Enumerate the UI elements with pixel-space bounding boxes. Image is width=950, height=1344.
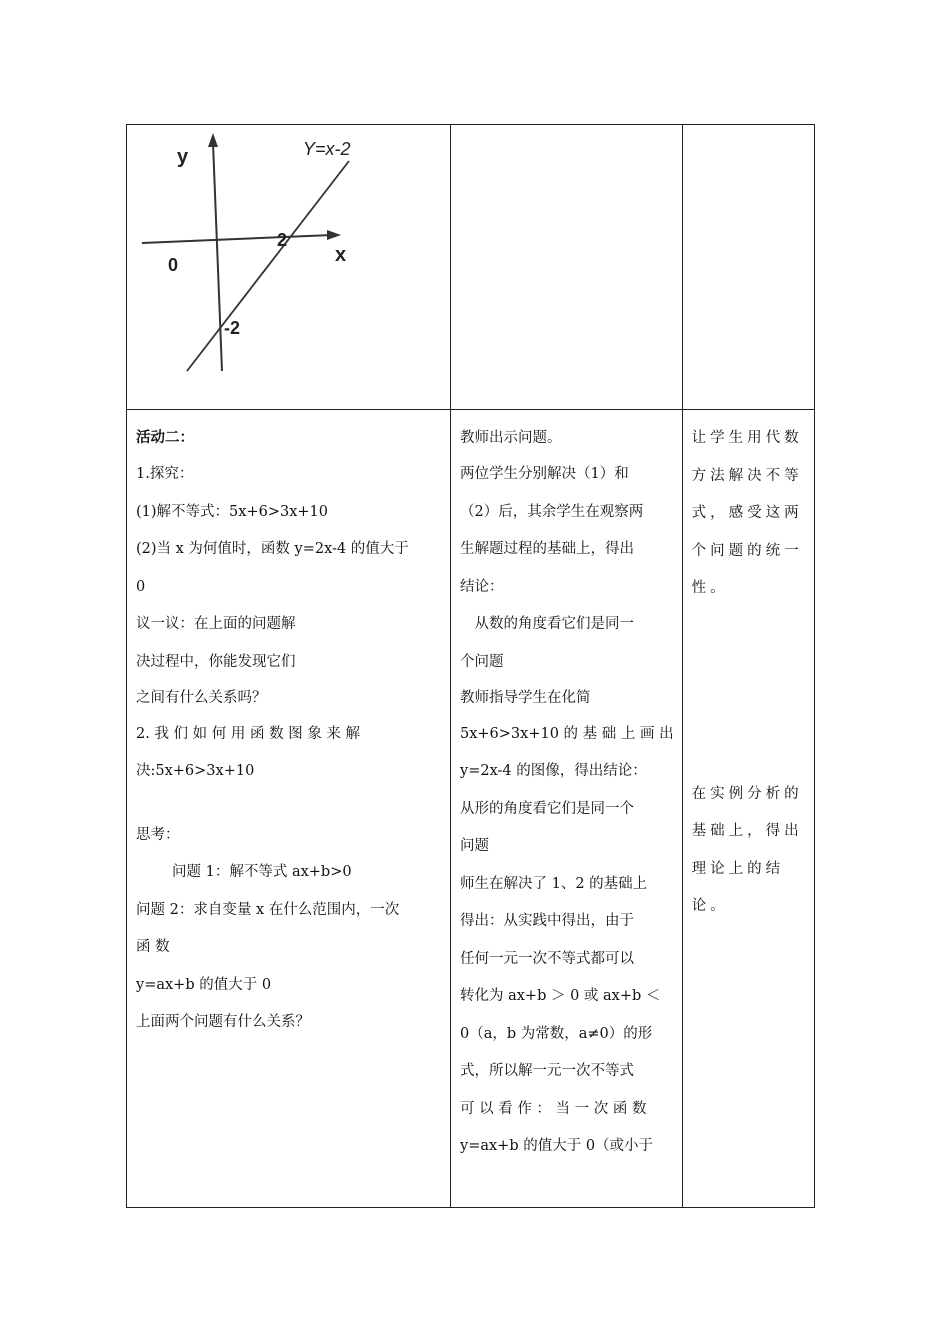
y-intercept-label: -2 [224,318,241,338]
question-2-line: 函 数 [136,939,170,955]
activity-cell [127,410,451,1208]
intent-line: 理论上的结 [691,860,785,877]
teacher-line: 生解题过程的基础上，得出 [460,541,634,557]
intent-line: 在实例分析的 [691,785,803,802]
teacher-line: 个问题 [460,653,504,670]
teacher-line: 0（a，b 为常数，a≠0）的形 [460,1025,653,1042]
intent-line: 性。 [691,580,729,596]
design-intent-cell [682,410,814,1208]
teacher-line: 5x+6>3x+10 的 基 础 上 画 出 [460,725,674,742]
question-1: 问题 1：解不等式 ax+b>0 [172,864,352,880]
teacher-line: 转化为 ax+b ＞ 0 或 ax+b ＜ [460,988,661,1004]
intent-line: 方法解决不等 [691,467,803,484]
intent-line: 式，感受这两 [691,505,803,521]
activity-line: 决:5x+6>3x+10 [136,763,255,779]
activity-heading: 活动二： [136,429,194,446]
think-label: 思考： [136,826,180,843]
question-2-line: 问题 2：求自变量 x 在什么范围内，一次 [136,901,400,918]
x-axis-arrow-icon [327,230,341,240]
x-axis [142,235,332,243]
activity-line: (2)当 x 为何值时，函数 y=2x-4 的值大于 [136,541,409,557]
activity-line: 之间有什么关系吗？ [136,689,267,706]
activity-line: 决过程中，你能发现它们 [136,653,296,670]
teacher-line: 问题 [460,838,489,854]
teacher-line: 式，所以解一元一次不等式 [460,1063,634,1079]
activity-line: 0 [136,578,146,595]
teacher-line: 师生在解决了 1、2 的基础上 [460,875,648,892]
empty-cell-intent [682,125,814,410]
teacher-line: 任何一元一次不等式都可以 [460,950,634,967]
teacher-line: 教师指导学生在化简 [460,689,591,706]
teacher-line: 教师出示问题。 [460,430,562,446]
intent-line: 论。 [691,898,729,914]
teacher-line: 结论： [460,578,504,595]
activity-line: 议一议：在上面的问题解 [136,616,296,632]
linear-function-graph [127,125,451,409]
graph-row [127,125,815,410]
empty-cell-teacher [451,125,683,410]
activity-line: 2. 我 们 如 何 用 函 数 图 象 来 解 [136,725,361,742]
line-y-equals-x-minus-2 [187,161,349,371]
teacher-line: y=2x-4 的图像，得出结论： [460,763,647,779]
teacher-line: 得出：从实践中得出，由于 [460,913,634,929]
activity-line: 1.探究： [136,466,194,482]
intent-line: 个问题的统一 [691,542,803,559]
graph-cell [127,125,451,410]
activity-two-row [127,410,815,1208]
teacher-line: 从形的角度看它们是同一个 [460,800,634,817]
origin-label: 0 [168,255,179,275]
y-axis-label: y [177,146,189,168]
teacher-line: 两位学生分别解决（1）和 [460,466,629,482]
teacher-student-cell [451,410,683,1208]
teacher-line: y=ax+b 的值大于 0（或小于 [460,1138,654,1154]
question-2-line: y=ax+b 的值大于 0 [136,976,272,993]
y-axis-arrow-icon [208,133,218,147]
intent-line: 基础上，得出 [691,823,803,839]
activity-line: (1)解不等式：5x+6>3x+10 [136,503,328,520]
lesson-plan-table [126,124,815,1208]
teacher-line: （2）后，其余学生在观察两 [460,503,644,520]
relation-question: 上面两个问题有什么关系？ [136,1014,310,1030]
intent-line: 让学生用代数 [691,430,803,446]
teacher-line: 从数的角度看它们是同一 [460,616,634,632]
x-intercept-label: 2 [277,230,288,250]
x-axis-label: x [335,244,347,266]
teacher-line: 可 以 看 作 ： 当 一 次 函 数 [460,1100,647,1117]
line-equation-label: Y=x-2 [303,139,351,159]
